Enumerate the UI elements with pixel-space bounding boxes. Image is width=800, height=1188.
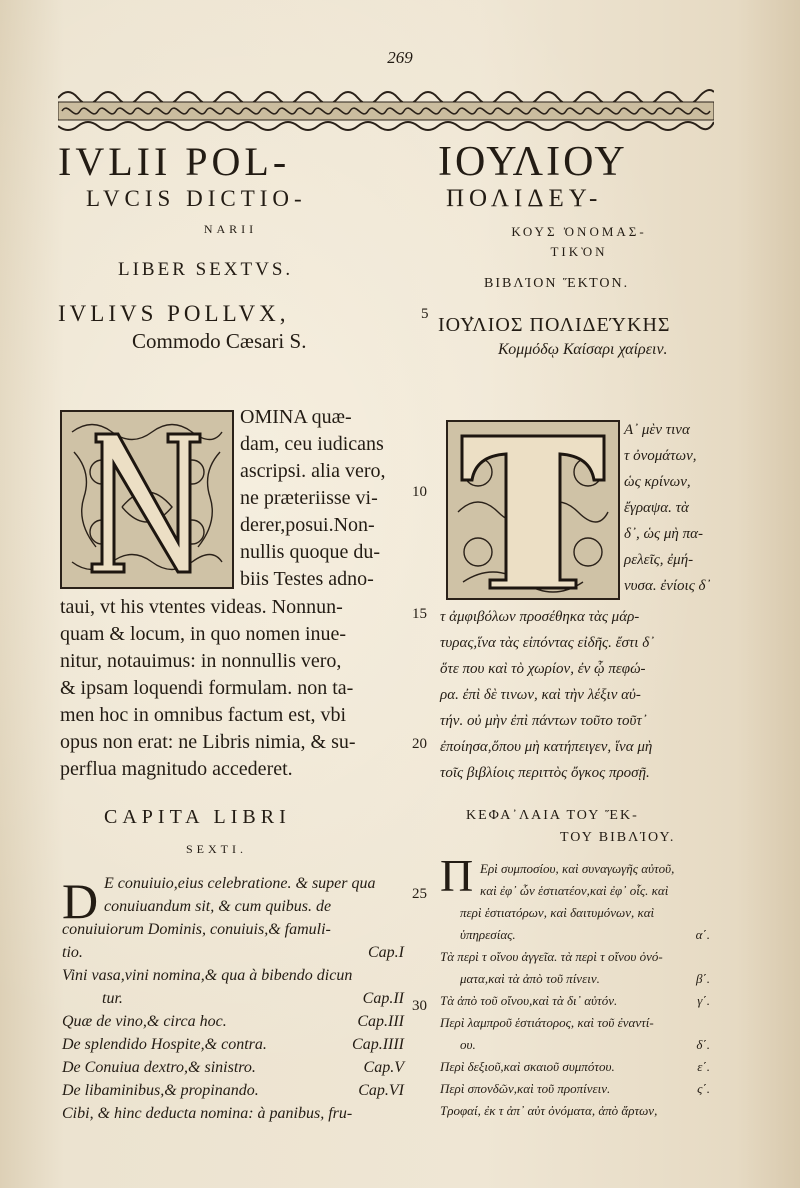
margin-line-number: 30 [412, 998, 427, 1014]
latin-chapter-list [62, 872, 404, 1125]
toc-text: Quæ de vino,& circa hoc. [62, 1013, 227, 1030]
toc-text: Cibi, & hinc deducta nomina: à panibus, fru- [62, 1105, 353, 1122]
margin-line-number: 15 [412, 606, 427, 622]
latin-book-label: LIBER SEXTVS. [118, 259, 294, 280]
greek-subtitle-2b: ΤΙΚῸΝ [550, 244, 608, 259]
latin-column-heading [58, 140, 403, 354]
latin-salutation-to: Commodo Cæsari S. [132, 329, 307, 353]
greek-book-label: ΒΙΒΛΊΟΝ ἝΚΤΟΝ. [484, 276, 630, 291]
toc-row [440, 968, 710, 990]
text-line: ὅτε που καὶ τὸ χωρίον, ἐν ᾧ πεφώ- [440, 661, 646, 677]
toc-text: conuiuandum sit, & cum quibus. de [104, 898, 332, 915]
toc-num: β΄. [695, 971, 710, 986]
text-line: τήν. οὐ μὴν ἐπὶ πάντων τοῦτο τοῦτ᾽ [440, 713, 647, 729]
toc-text: De splendido Hospite,& contra. [62, 1036, 267, 1053]
toc-num: ς΄. [697, 1081, 710, 1096]
text-line: taui, vt his vtentes videas. Nonnun- [60, 596, 343, 618]
toc-row [62, 1033, 404, 1056]
toc-text: Ερὶ συμποσίου, καὶ συναγωγῆς αὐτοῦ, [480, 861, 675, 876]
toc-text: De libaminibus,& propinando. [62, 1082, 259, 1099]
toc-text: περὶ ἑστιατόρων, καὶ δαιτυμόνων, καὶ [460, 905, 655, 920]
text-line: men hoc in omnibus factum est, vbi [60, 704, 347, 726]
text-line: Α᾽ μὲν τινα [624, 422, 690, 438]
toc-row [62, 987, 404, 1010]
toc-row [62, 964, 404, 987]
margin-line-number: 20 [412, 736, 427, 752]
toc-row [62, 941, 404, 964]
toc-num: ε΄. [697, 1059, 710, 1074]
text-line: τοῖς βιβλίοις περιττὸς ὄγκος προσῇ. [440, 765, 650, 781]
text-line: OMINA quæ- [240, 406, 352, 428]
greek-column-heading [438, 140, 720, 359]
toc-cap: Cap.VI [358, 1082, 404, 1099]
text-line: & ipsam loquendi formulam. non ta- [60, 677, 354, 699]
text-line: τυρας,ἵνα τὰς εἰπόντας εἰδῆς. ἔστι δ᾽ [440, 635, 655, 651]
latin-preface-wrapped [240, 404, 386, 593]
text-line: ne præteriisse vi- [240, 487, 378, 509]
toc-row [440, 1078, 710, 1100]
latin-chapters-subheading: SEXTI. [186, 842, 247, 856]
toc-text: tio. [62, 944, 83, 961]
toc-text: E conuiuio,eius celebratione. & super qua [104, 875, 376, 892]
toc-cap: Cap.II [362, 990, 404, 1007]
text-line: ὡς κρίνων, [624, 474, 691, 490]
greek-chapters-heading: ΚΕΦΑ᾽ΛΑΙΑ ΤΟΥ ἝΚ- [466, 808, 639, 823]
greek-toc-initial: Π [440, 850, 474, 901]
toc-text: De Conuiua dextro,& sinistro. [62, 1059, 256, 1076]
text-line: ἐποίησα,ὅπου μὴ κατήπειγεν, ἵνα μὴ [440, 739, 653, 755]
greek-chapters-subheading: ΤΟΥ ΒΙΒΛΊΟΥ. [560, 830, 676, 845]
decorated-initial-n-image [60, 410, 234, 589]
latin-toc-initial: D [62, 873, 99, 929]
text-line: nullis quoque du- [240, 541, 380, 563]
text-line: τ ὀνομάτων, [624, 448, 697, 464]
text-line: τ ἀμφιβόλων προσέθηκα τὰς μάρ- [440, 609, 640, 625]
toc-row [440, 1100, 710, 1122]
toc-text: ὑπηρεσίας. [460, 927, 516, 942]
greek-preface-wrapped [624, 417, 711, 599]
latin-subtitle-2: NARII [203, 222, 258, 236]
page-number: 269 [387, 48, 413, 67]
toc-row [440, 902, 710, 924]
latin-salutation-name: IVLIVS POLLVX, [58, 301, 290, 326]
margin-line-number: 10 [412, 484, 427, 500]
text-line: derer,posui.Non- [240, 514, 375, 536]
toc-text: ου. [460, 1037, 476, 1052]
decorated-initial-t-image [446, 420, 620, 600]
toc-text: Τὰ ἀπὸ τοῦ οἴνου,καὶ τὰ δι᾽ αὐτόν. [440, 993, 618, 1008]
greek-chapter-list [440, 858, 710, 1122]
toc-cap: Cap.V [363, 1059, 404, 1076]
toc-text: Περὶ λαμπροῦ ἑστιάτορος, καὶ τοῦ ἐναντί- [440, 1015, 654, 1030]
toc-row [440, 1012, 710, 1034]
toc-row [440, 880, 710, 902]
toc-cap: Cap.I [368, 944, 404, 961]
toc-text: ματα,καὶ τὰ ἀπὸ τοῦ πίνειν. [460, 971, 600, 986]
latin-chapters-heading: CAPITA LIBRI [104, 806, 291, 828]
margin-line-number: 25 [412, 886, 427, 902]
text-line: δ᾽, ὡς μὴ πα- [624, 526, 703, 542]
greek-title: ΙΟΥΛΙΟΥ [438, 139, 628, 185]
toc-row [62, 1010, 404, 1033]
greek-salutation-name: ΙΟΥ̓ΛΙΟΣ ΠΟΛΙΔΕΎΚΗΣ [438, 314, 671, 336]
toc-text: tur. [102, 990, 123, 1007]
toc-num: γ΄. [697, 993, 710, 1008]
toc-row [62, 1102, 404, 1125]
greek-subtitle-2a: ΚΟΥΣ ὈΝΟΜΑΣ- [511, 224, 647, 239]
toc-row [62, 1056, 404, 1079]
text-line: ascripsi. alia vero, [240, 460, 386, 482]
toc-row [62, 872, 404, 895]
toc-num: α΄. [695, 927, 710, 942]
toc-row [62, 1079, 404, 1102]
toc-text: καὶ ἐφ᾽ ὧν ἑστιατέον,καὶ ἐφ᾽ οἷς. καὶ [480, 883, 669, 898]
toc-text: Τροφαί, ἐκ τ ἀπ᾽ αὐτ ὀνόματα, ἀπὸ ἄρτων, [440, 1103, 658, 1118]
text-line: perflua magnitudo accederet. [60, 758, 293, 780]
toc-text: Περὶ σπονδῶν,καὶ τοῦ προπίνειν. [440, 1081, 611, 1096]
text-line: biis Testes adno- [240, 568, 374, 590]
toc-row [440, 1056, 710, 1078]
toc-num: δ΄. [696, 1037, 710, 1052]
toc-text: Τὰ περὶ τ οἴνου ἀγγεῖα. τὰ περὶ τ οἴνου ὀνό- [440, 949, 663, 964]
toc-row [62, 895, 404, 918]
margin-line-number: 5 [421, 306, 429, 322]
toc-row [440, 1034, 710, 1056]
greek-preface-full [440, 604, 654, 786]
toc-text: Περὶ δεξιοῦ,καὶ σκαιοῦ συμπότου. [440, 1059, 615, 1074]
text-line: ρελεῖς, ἐμή- [624, 552, 694, 568]
text-line: νυσα. ἐνίοις δ᾽ [624, 578, 711, 594]
toc-row [440, 990, 710, 1012]
toc-row [440, 858, 710, 880]
toc-text: Vini vasa,vini nomina,& qua à bibendo dicun [62, 967, 353, 984]
toc-row [440, 924, 710, 946]
text-line: ἔγραψα. τὰ [624, 500, 689, 516]
greek-salutation-to: Κομμόδῳ Καίσαρι χαίρειν. [498, 341, 668, 358]
toc-text: conuiuiorum Dominis, conuiuis,& famuli- [62, 921, 331, 938]
text-line: opus non erat: ne Libris nimia, & su- [60, 731, 356, 753]
text-line: ρα. ἐπὶ δὲ τινων, καὶ τὴν λέξιν αὐ- [440, 687, 641, 703]
toc-row [62, 918, 404, 941]
toc-cap: Cap.III [357, 1013, 404, 1030]
ornamental-header-band [58, 76, 714, 134]
toc-row [440, 946, 710, 968]
latin-title: IVLII POL- [58, 139, 291, 184]
text-line: nitur, notauimus: in nonnullis vero, [60, 650, 342, 672]
latin-preface-full [60, 594, 356, 783]
text-line: dam, ceu iudicans [240, 433, 384, 455]
greek-subtitle: ΠΟΛΙΔΕΥ- [446, 185, 603, 212]
latin-subtitle: LVCIS DICTIO- [86, 186, 307, 211]
text-line: quam & locum, in quo nomen inue- [60, 623, 347, 645]
toc-cap: Cap.IIII [352, 1036, 404, 1053]
